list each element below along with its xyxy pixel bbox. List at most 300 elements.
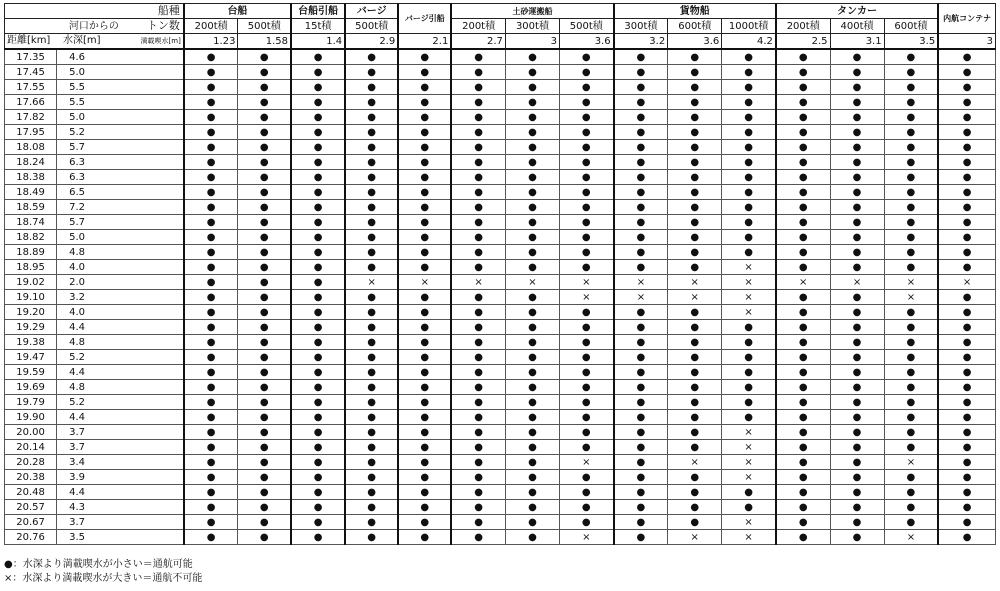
passable-mark: ● [345,320,398,335]
depth-cell: 5.2 [57,350,184,365]
passable-mark: ● [722,140,776,155]
passable-mark: ● [614,305,668,320]
tonnage-subheader: 400t積 [830,19,884,34]
distance-cell: 18.59 [5,200,57,215]
distance-cell: 20.38 [5,470,57,485]
passable-mark: ● [451,470,505,485]
passable-mark: ● [776,95,830,110]
impassable-mark: × [560,275,614,290]
passable-mark: ● [560,65,614,80]
passable-mark: ● [830,305,884,320]
passable-mark: ● [398,155,451,170]
impassable-mark: × [938,275,995,290]
depth-cell: 5.5 [57,80,184,95]
passable-mark: ● [238,49,291,65]
passable-mark: ● [830,185,884,200]
depth-cell: 5.0 [57,230,184,245]
depth-cell: 4.8 [57,245,184,260]
passable-mark: ● [830,320,884,335]
passable-mark: ● [830,365,884,380]
passable-mark: ● [884,140,938,155]
passable-mark: ● [505,515,559,530]
passable-mark: ● [291,500,345,515]
passable-mark: ● [668,470,722,485]
passable-mark: ● [398,500,451,515]
passable-mark: ● [884,80,938,95]
passable-mark: ● [938,200,995,215]
distance-cell: 19.29 [5,320,57,335]
passable-mark: ● [238,515,291,530]
passable-mark: ● [668,335,722,350]
table-row [5,215,996,230]
passable-mark: ● [830,95,884,110]
passable-mark: ● [560,320,614,335]
depth-cell: 6.3 [57,155,184,170]
passable-mark: ● [938,410,995,425]
passable-mark: ● [398,335,451,350]
passable-mark: ● [668,215,722,230]
distance-cell: 18.74 [5,215,57,230]
passable-mark: ● [291,305,345,320]
table-row [5,290,996,305]
passable-mark: ● [291,515,345,530]
passable-mark: ● [451,245,505,260]
distance-cell: 17.55 [5,80,57,95]
passable-mark: ● [398,410,451,425]
ship-group-header: 台船 [184,4,291,19]
passable-mark: ● [184,440,238,455]
passable-mark: ● [291,455,345,470]
passable-mark: ● [614,485,668,500]
passable-mark: ● [505,335,559,350]
passable-mark: ● [291,365,345,380]
passable-mark: ● [830,335,884,350]
table-row [5,230,996,245]
passable-mark: ● [505,365,559,380]
passable-mark: ● [614,65,668,80]
table-row [5,470,996,485]
passable-mark: ● [238,215,291,230]
depth-label: 水深[m] [63,35,101,46]
passable-mark: ● [722,95,776,110]
passable-mark: ● [451,530,505,545]
passable-mark: ● [451,65,505,80]
passable-mark: ● [291,80,345,95]
impassable-mark: × [722,290,776,305]
passable-mark: ● [398,95,451,110]
passable-mark: ● [398,320,451,335]
passable-mark: ● [722,185,776,200]
table-row [5,320,996,335]
table-row [5,440,996,455]
distance-cell: 19.20 [5,305,57,320]
passable-mark: ● [451,260,505,275]
passable-mark: ● [668,170,722,185]
passable-mark: ● [884,425,938,440]
passable-mark: ● [184,320,238,335]
draft-value: 2.5 [776,34,830,50]
passable-mark: ● [776,500,830,515]
passable-mark: ● [398,65,451,80]
passable-mark: ● [722,200,776,215]
table-row [5,335,996,350]
passable-mark: ● [505,500,559,515]
depth-cell: 5.2 [57,125,184,140]
passable-mark: ● [451,500,505,515]
passable-mark: ● [830,260,884,275]
passable-mark: ● [505,65,559,80]
impassable-mark: × [722,470,776,485]
passable-mark: ● [776,125,830,140]
passable-mark: ● [560,95,614,110]
passable-mark: ● [291,65,345,80]
table-row [5,530,996,545]
impassable-mark: × [884,455,938,470]
passable-mark: ● [938,320,995,335]
passable-mark: ● [884,230,938,245]
passable-mark: ● [291,155,345,170]
distance-label-line1: 河口からの [68,20,119,32]
passable-mark: ● [830,485,884,500]
passable-mark: ● [291,140,345,155]
passable-mark: ● [830,245,884,260]
table-row [5,49,996,65]
header-corner-bottom [5,34,184,50]
passable-mark: ● [184,290,238,305]
depth-cell: 3.7 [57,425,184,440]
passable-mark: ● [614,380,668,395]
passable-mark: ● [830,80,884,95]
distance-cell: 20.76 [5,530,57,545]
passable-mark: ● [184,230,238,245]
passable-mark: ● [830,515,884,530]
passable-mark: ● [668,65,722,80]
passable-mark: ● [238,155,291,170]
passable-mark: ● [238,410,291,425]
impassable-mark: × [884,530,938,545]
passable-mark: ● [776,440,830,455]
passable-mark: ● [830,380,884,395]
passable-mark: ● [884,95,938,110]
distance-cell: 18.49 [5,185,57,200]
passable-mark: ● [505,110,559,125]
passable-mark: ● [776,230,830,245]
passable-mark: ● [776,350,830,365]
distance-cell: 18.08 [5,140,57,155]
passable-mark: ● [345,395,398,410]
passable-mark: ● [184,155,238,170]
passable-mark: ● [668,230,722,245]
passable-mark: ● [776,455,830,470]
passable-mark: ● [345,230,398,245]
passable-mark: ● [830,410,884,425]
distance-cell: 19.10 [5,290,57,305]
passable-mark: ● [938,185,995,200]
passable-mark: ● [614,335,668,350]
passable-mark: ● [505,155,559,170]
depth-cell: 4.4 [57,320,184,335]
passable-mark: ● [238,230,291,245]
distance-cell: 20.14 [5,440,57,455]
depth-cell: 3.9 [57,470,184,485]
impassable-mark: × [722,260,776,275]
passable-mark: ● [560,485,614,500]
passable-mark: ● [560,170,614,185]
passable-mark: ● [451,365,505,380]
header-row-draft [5,34,996,50]
passable-mark: ● [505,170,559,185]
passable-mark: ● [776,470,830,485]
passable-mark: ● [451,80,505,95]
distance-cell: 19.79 [5,395,57,410]
passable-mark: ● [722,65,776,80]
tonnage-subheader: 200t積 [451,19,505,34]
passable-mark: ● [722,230,776,245]
passable-mark: ● [345,350,398,365]
passable-mark: ● [451,440,505,455]
passable-mark: ● [184,80,238,95]
passable-mark: ● [345,140,398,155]
passable-mark: ● [614,49,668,65]
passable-mark: ● [668,320,722,335]
passable-mark: ● [668,185,722,200]
draft-value: 4.2 [722,34,776,50]
passable-mark: ● [668,49,722,65]
passable-mark: ● [451,110,505,125]
passable-mark: ● [238,245,291,260]
passable-mark: ● [830,65,884,80]
passable-mark: ● [722,485,776,500]
passable-mark: ● [722,170,776,185]
impassable-mark: × [560,530,614,545]
passable-mark: ● [776,425,830,440]
table-row [5,110,996,125]
impassable-mark: × [884,290,938,305]
passable-mark: ● [884,155,938,170]
table-body [5,49,996,545]
passable-mark: ● [398,230,451,245]
impassable-mark: × [451,275,505,290]
passable-mark: ● [505,245,559,260]
draft-value: 1.23 [184,34,238,50]
passable-mark: ● [505,200,559,215]
passable-mark: ● [614,440,668,455]
legend-item-passable: ●：水深より満載喫水が小さい＝通航可能 [4,559,193,570]
passable-mark: ● [345,500,398,515]
passable-mark: ● [184,395,238,410]
passable-mark: ● [668,485,722,500]
passable-mark: ● [614,410,668,425]
impassable-mark: × [560,290,614,305]
passable-mark: ● [398,395,451,410]
passable-mark: ● [345,365,398,380]
passable-mark: ● [614,95,668,110]
distance-label-line2: 距離[km] [7,35,51,46]
table-row [5,515,996,530]
passable-mark: ● [938,155,995,170]
passable-mark: ● [184,365,238,380]
table-row [5,425,996,440]
passable-mark: ● [884,185,938,200]
impassable-mark: × [776,275,830,290]
passable-mark: ● [184,65,238,80]
passable-mark: ● [505,455,559,470]
passable-mark: ● [938,260,995,275]
ship-group-header: タンカー [776,4,938,19]
tonnage-subheader: 500t積 [345,19,398,34]
draft-value: 3.2 [614,34,668,50]
passable-mark: ● [184,500,238,515]
draft-label: 満載喫水[m] [140,37,181,45]
passable-mark: ● [614,320,668,335]
passable-mark: ● [451,485,505,500]
passable-mark: ● [614,140,668,155]
passable-mark: ● [776,140,830,155]
depth-cell: 7.2 [57,200,184,215]
passable-mark: ● [614,395,668,410]
passable-mark: ● [776,395,830,410]
passable-mark: ● [184,410,238,425]
passable-mark: ● [560,110,614,125]
passable-mark: ● [884,410,938,425]
depth-cell: 4.6 [57,49,184,65]
passable-mark: ● [560,515,614,530]
impassable-mark: × [722,275,776,290]
passable-mark: ● [830,49,884,65]
passable-mark: ● [398,110,451,125]
passable-mark: ● [345,245,398,260]
passable-mark: ● [668,350,722,365]
passable-mark: ● [560,155,614,170]
draft-value: 2.1 [398,34,451,50]
passable-mark: ● [291,485,345,500]
passable-mark: ● [238,470,291,485]
passable-mark: ● [668,110,722,125]
depth-cell: 3.7 [57,440,184,455]
passable-mark: ● [184,380,238,395]
passable-mark: ● [938,110,995,125]
distance-cell: 19.02 [5,275,57,290]
passable-mark: ● [238,275,291,290]
passable-mark: ● [668,500,722,515]
passable-mark: ● [884,515,938,530]
passable-mark: ● [451,305,505,320]
distance-cell: 18.82 [5,230,57,245]
passable-mark: ● [398,185,451,200]
passable-mark: ● [398,80,451,95]
passable-mark: ● [291,215,345,230]
passable-mark: ● [614,80,668,95]
passable-mark: ● [776,365,830,380]
passable-mark: ● [451,455,505,470]
passable-mark: ● [238,95,291,110]
passable-mark: ● [238,260,291,275]
distance-cell: 20.00 [5,425,57,440]
depth-cell: 6.5 [57,185,184,200]
passable-mark: ● [614,530,668,545]
passable-mark: ● [451,335,505,350]
passable-mark: ● [722,215,776,230]
ship-group-header: バージ引船 [398,4,451,34]
table-row [5,65,996,80]
draft-value: 3.6 [668,34,722,50]
passable-mark: ● [291,245,345,260]
passable-mark: ● [722,125,776,140]
passable-mark: ● [938,95,995,110]
distance-cell: 20.57 [5,500,57,515]
table-row [5,305,996,320]
passable-mark: ● [505,290,559,305]
passable-mark: ● [830,170,884,185]
passable-mark: ● [398,49,451,65]
passable-mark: ● [776,155,830,170]
passable-mark: ● [398,125,451,140]
passable-mark: ● [560,380,614,395]
passable-mark: ● [345,170,398,185]
passable-mark: ● [560,245,614,260]
passable-mark: ● [291,95,345,110]
tonnage-subheader: 600t積 [668,19,722,34]
passable-mark: ● [560,500,614,515]
passable-mark: ● [398,140,451,155]
passable-mark: ● [668,95,722,110]
passable-mark: ● [238,320,291,335]
draft-value: 3.5 [884,34,938,50]
passable-mark: ● [291,230,345,245]
table-row [5,185,996,200]
passable-mark: ● [776,80,830,95]
impassable-mark: × [345,275,398,290]
passable-mark: ● [560,365,614,380]
passable-mark: ● [451,95,505,110]
passable-mark: ● [938,485,995,500]
passable-mark: ● [830,125,884,140]
passable-mark: ● [560,440,614,455]
passable-mark: ● [884,65,938,80]
table-row [5,260,996,275]
passable-mark: ● [184,515,238,530]
passable-mark: ● [345,155,398,170]
passable-mark: ● [776,110,830,125]
passable-mark: ● [398,425,451,440]
passable-mark: ● [451,125,505,140]
passable-mark: ● [614,350,668,365]
passable-mark: ● [451,185,505,200]
passable-mark: ● [291,380,345,395]
passable-mark: ● [451,215,505,230]
passable-mark: ● [938,440,995,455]
passable-mark: ● [884,485,938,500]
passable-mark: ● [345,290,398,305]
header-row-groups [5,4,996,19]
header-row-sub [5,19,996,34]
passable-mark: ● [830,215,884,230]
impassable-mark: × [722,305,776,320]
passable-mark: ● [938,230,995,245]
passable-mark: ● [451,320,505,335]
impassable-mark: × [398,275,451,290]
passable-mark: ● [938,305,995,320]
tonnage-subheader: 200t積 [184,19,238,34]
passable-mark: ● [398,530,451,545]
passable-mark: ● [776,320,830,335]
distance-cell: 19.69 [5,380,57,395]
distance-cell: 20.48 [5,485,57,500]
passable-mark: ● [291,410,345,425]
passable-mark: ● [614,155,668,170]
passable-mark: ● [830,140,884,155]
passable-mark: ● [776,305,830,320]
